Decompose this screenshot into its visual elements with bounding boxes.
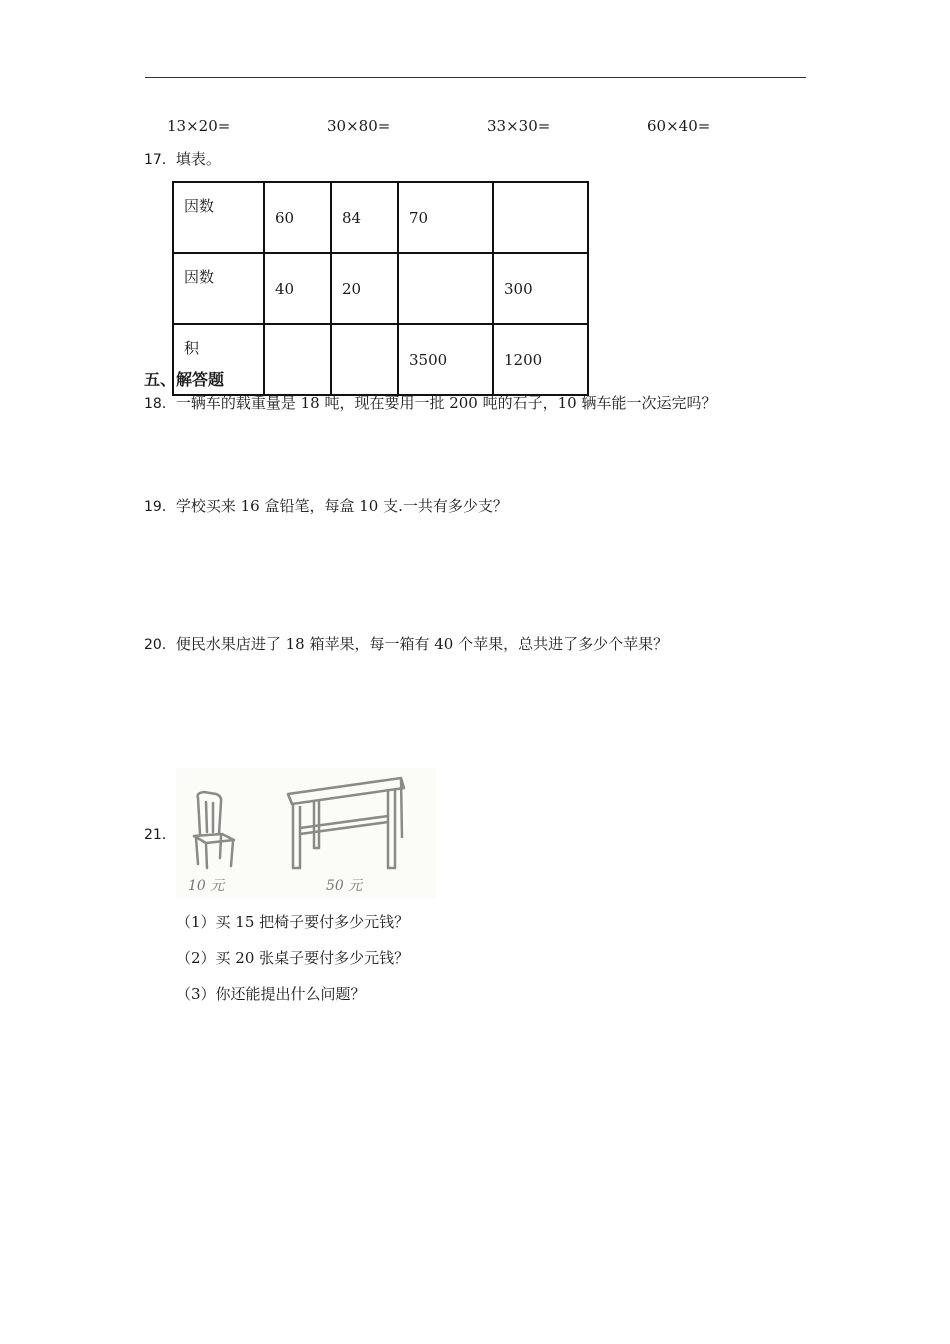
- question-number: 18．: [144, 396, 176, 412]
- table-cell: 20: [331, 253, 398, 324]
- table-price: 50 元: [326, 878, 363, 894]
- table-cell: 70: [398, 182, 493, 253]
- row-label: 因数: [173, 253, 264, 324]
- chair-price: 10 元: [188, 878, 225, 894]
- table-cell: 300: [493, 253, 588, 324]
- table-cell: 1200: [493, 324, 588, 395]
- row-label: 因数: [173, 182, 264, 253]
- table-cell: [398, 253, 493, 324]
- sub-question: （2）买 20 张桌子要付多少元钱？: [176, 949, 410, 967]
- table-cell: [493, 182, 588, 253]
- table-cell: 84: [331, 182, 398, 253]
- question-text: 便民水果店进了 18 箱苹果，每一箱有 40 个苹果，总共进了多少个苹果？: [175, 635, 669, 653]
- furniture-illustration: [176, 768, 436, 898]
- sub-question: （1）买 15 把椅子要付多少元钱？: [176, 913, 410, 931]
- table-cell: [264, 324, 331, 395]
- question-20: [144, 633, 668, 654]
- question-number: 19．: [144, 499, 176, 515]
- question-text: 填表。: [175, 150, 221, 168]
- table-row: [173, 182, 588, 253]
- table-row: [173, 324, 588, 395]
- question-number: 21．: [144, 827, 176, 843]
- calc-item: 33×30=: [487, 117, 551, 135]
- furniture-picture: [176, 768, 436, 898]
- sub-question: （3）你还能提出什么问题？: [176, 985, 366, 1003]
- question-number: 20．: [144, 637, 176, 653]
- section-title: 五、解答题: [144, 370, 225, 389]
- question-number: 17．: [144, 152, 176, 168]
- question-18: [144, 392, 716, 413]
- table-cell: 40: [264, 253, 331, 324]
- question-21: [144, 824, 176, 844]
- chair-icon: [194, 792, 234, 868]
- table-row: [173, 253, 588, 324]
- calc-item: 30×80=: [327, 117, 391, 135]
- question-17: [144, 148, 221, 169]
- row-label: 积: [173, 324, 264, 395]
- question-text: 学校买来 16 盒铅笔，每盒 10 支.一共有多少支？: [175, 497, 508, 515]
- table-cell: 60: [264, 182, 331, 253]
- question-19: [144, 495, 508, 516]
- table-icon: [288, 778, 404, 868]
- calc-item: 13×20=: [167, 117, 231, 135]
- fill-table: [172, 181, 589, 396]
- table-cell: [331, 324, 398, 395]
- calc-item: 60×40=: [647, 117, 711, 135]
- question-text: 一辆车的载重量是 18 吨，现在要用一批 200 吨的石子，10 辆车能一次运完吗？: [175, 394, 717, 412]
- table-cell: 3500: [398, 324, 493, 395]
- header-rule: [145, 77, 806, 78]
